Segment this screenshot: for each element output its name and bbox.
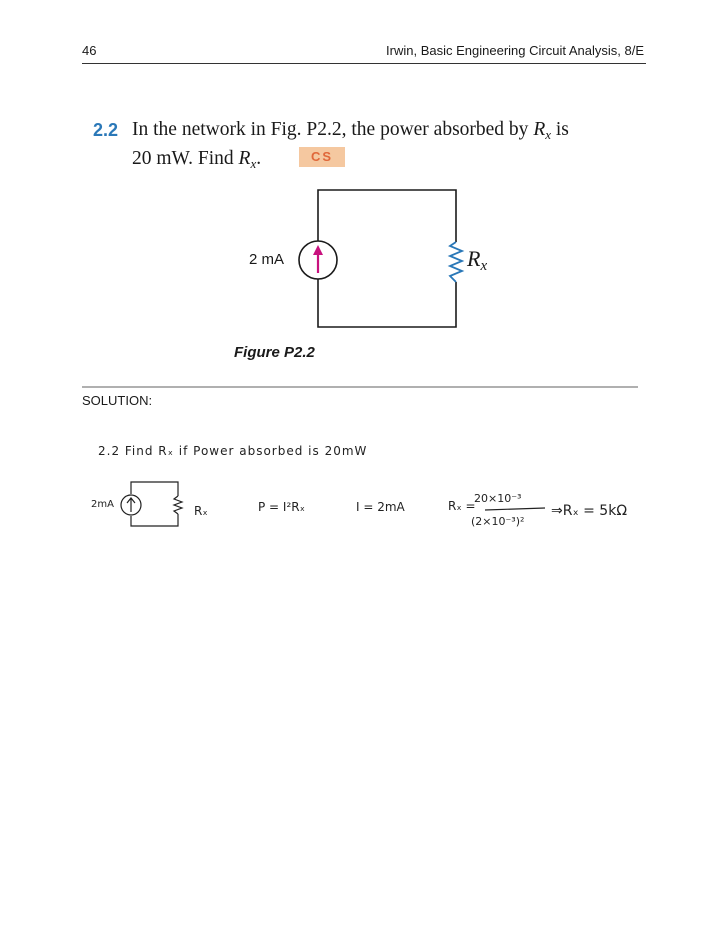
rx-result: ⇒Rₓ = 5kΩ [551,503,628,519]
power-equation: P = I²Rₓ [258,500,305,514]
problem-text-1: In the network in Fig. P2.2, the power absorbed by [132,119,534,140]
resistor-var: R [467,246,481,271]
fraction-numerator: 20×10⁻³ [474,492,522,505]
solution-label: SOLUTION: [82,393,153,408]
current-equation: I = 2mA [356,500,405,514]
problem-sub-1: x [545,127,552,142]
problem-var-2: R [238,148,251,169]
handwritten-title: 2.2 Find Rₓ if Power absorbed is 20mW [98,444,368,458]
problem-text-2: 20 mW. Find [132,148,239,169]
handwritten-source-label: 2mA [91,499,114,510]
source-label: 2 mA [249,251,285,268]
figure-caption: Figure P2.2 [234,344,315,361]
problem-var-1: R [533,119,546,140]
handwritten-rx-label: Rₓ [194,504,208,518]
problem-end-2: . [256,148,262,169]
sketch-resistor [174,496,182,514]
problem-sub-2: x [250,156,257,171]
rx-calc-label: Rₓ = [448,499,476,513]
problem-end-1: is [551,119,569,140]
problem-number: 2.2 [93,120,119,140]
fraction-denominator: (2×10⁻³)² [471,515,525,528]
cs-badge: CS [299,147,345,167]
page-number: 46 [82,43,97,58]
resistor-sub: x [480,258,488,274]
book-title: Irwin, Basic Engineering Circuit Analysis, 8/E [386,43,644,58]
fraction-bar [485,508,545,510]
